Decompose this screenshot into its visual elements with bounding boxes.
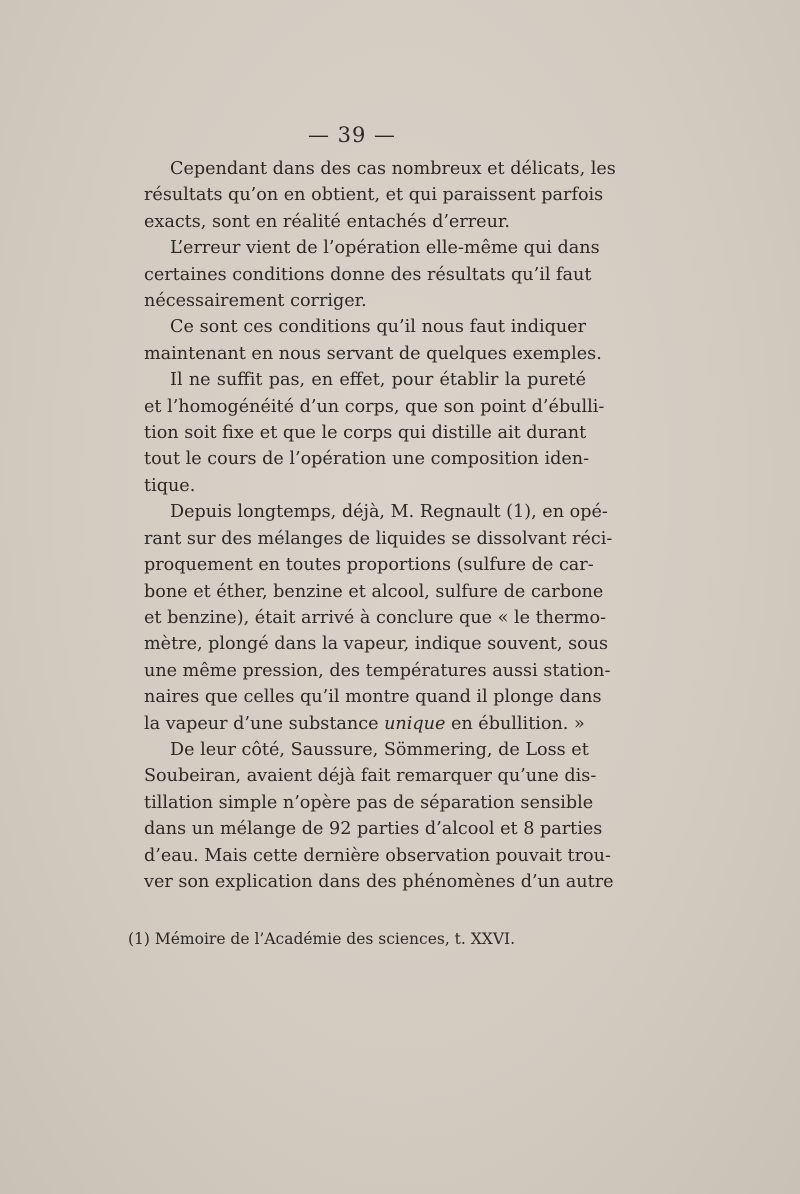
text-line: et benzine), était arrivé à conclure que « le thermo- bbox=[144, 607, 607, 628]
paragraph-5 bbox=[118, 499, 613, 737]
text-line: naires que celles qu’il montre quand il plonge dans bbox=[144, 687, 602, 708]
text-line: Soubeiran, avaient déjà fait remarquer qu’une dis- bbox=[144, 766, 597, 787]
text-line: rant sur des mélanges de liquides se dissolvant réci- bbox=[144, 528, 613, 549]
text-line: nécessairement corriger. bbox=[144, 291, 367, 312]
page-number: — 39 — bbox=[307, 123, 397, 147]
text-line: mètre, plongé dans la vapeur, indique souvent, sous bbox=[144, 634, 609, 655]
text-line: une même pression, des températures aussi station- bbox=[144, 660, 611, 681]
text-line: bone et éther, benzine et alcool, sulfure de carbone bbox=[144, 581, 604, 602]
text-line: résultats qu’on en obtient, et qui paraissent parfois bbox=[144, 185, 604, 206]
text-line: tion soit fixe et que le corps qui distille ait durant bbox=[144, 423, 587, 444]
paragraph-6 bbox=[118, 737, 614, 895]
paragraph-3 bbox=[118, 314, 602, 367]
paragraph-1 bbox=[118, 156, 616, 235]
text-line: dans un mélange de 92 parties d’alcool et 8 parties bbox=[144, 819, 603, 840]
text-line: tillation simple n’opère pas de séparation sensible bbox=[144, 792, 594, 813]
text-line: tout le cours de l’opération une composition iden- bbox=[144, 449, 590, 470]
paragraph-4 bbox=[118, 367, 605, 499]
text-line: Depuis longtemps, déjà, M. Regnault (1), en opé- bbox=[170, 502, 608, 523]
text-line: ver son explication dans des phénomènes d’un autre bbox=[144, 871, 614, 892]
text-line: Cependant dans des cas nombreux et délicats, les bbox=[170, 159, 616, 179]
text-line: tique. bbox=[144, 475, 196, 496]
emphasized-word: unique bbox=[384, 713, 446, 734]
text-line: Il ne suffit pas, en effet, pour établir la pureté bbox=[170, 370, 586, 391]
text-line: Ce sont ces conditions qu’il nous faut indiquer bbox=[170, 317, 586, 338]
text-line bbox=[118, 711, 586, 737]
main-text bbox=[118, 118, 616, 895]
footnote: (1) Mémoire de l’Académie des sciences, t. XXVI. bbox=[128, 930, 516, 948]
text-line: L’erreur vient de l’opération elle-même qui dans bbox=[170, 238, 600, 259]
text-line: certaines conditions donne des résultats qu’il faut bbox=[144, 264, 592, 285]
text-line: exacts, sont en réalité entachés d’erreur. bbox=[144, 211, 510, 232]
text-fragment: en ébullition. » bbox=[445, 713, 585, 734]
text-line: proquement en toutes proportions (sulfure de car- bbox=[144, 555, 594, 576]
text-line: De leur côté, Saussure, Sömmering, de Loss et bbox=[170, 739, 589, 760]
text-line: et l’homogénéité d’un corps, que son point d’ébulli- bbox=[144, 396, 605, 417]
text-line: maintenant en nous servant de quelques exemples. bbox=[144, 343, 602, 364]
text-fragment: la vapeur d’une substance bbox=[144, 713, 385, 734]
paragraph-2 bbox=[118, 235, 600, 314]
text-line: d’eau. Mais cette dernière observation pouvait trou- bbox=[144, 845, 611, 866]
